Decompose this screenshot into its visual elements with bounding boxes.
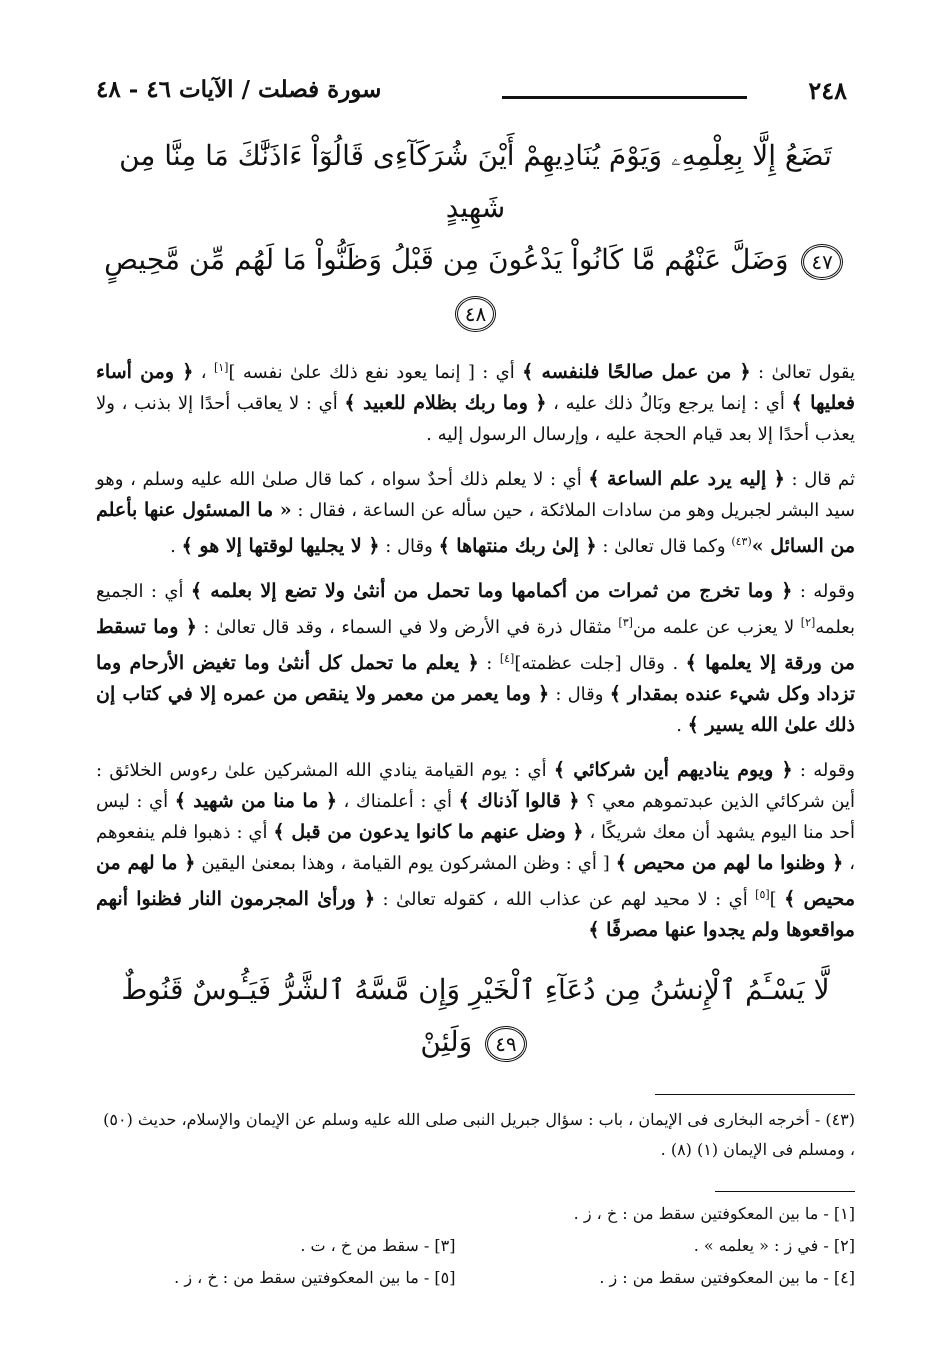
hadith-quote: « ما المسئول عنها بأعلم من السائل » [96,499,855,557]
text: أي : [ إنما يعود نفع ذلك علىٰ نفسه ] [228,362,523,383]
footnote-ref: [٥] [755,888,770,901]
quran-text: وَلَئِنْ [420,1025,473,1058]
text: وقوله : [792,760,855,781]
verse-quote: ﴿ من عمل صالحًا فلنفسه ﴾ [522,361,751,383]
verse-quote: ﴿ وما يعمر من معمر ولا ينقص من عمره إلا في كتاب إن ذلك علىٰ الله يسير ﴾ [96,683,855,736]
footnote-ref: [٣] [618,616,633,629]
verse-quote: ﴿ وما تخرج من ثمرات من أكمامها وما تحمل من أنثىٰ ولا تضع إلا بعلمه ﴾ [190,580,793,602]
verse-quote: ﴿ وضل عنهم ما كانوا يدعون من قبل ﴾ [273,821,584,843]
text: ] [769,889,785,910]
text: وقوله : [792,581,855,602]
verse-quote: ﴿ لا يجليها لوقتها إلا هو ﴾ [181,535,380,557]
tafsir-paragraph-4 [96,755,855,946]
footnote-ref: [٤] [499,652,515,665]
verse-quote: ﴿ ورأىٰ المجرمون النار فظنوا أنهم مواقعوها ولم يجدوا عنها مصرفًا ﴾ [96,888,855,941]
footnote-43: (٤٣) - أخرجه البخارى فى الإيمان ، باب : سؤال جبريل النبى صلى الله عليه وسلم عن الإيمان والإسلام، حديث (٥٠) ، ومسلم فى الإيمان (١) (٨) . [103,1110,855,1159]
text: وكما قال تعالىٰ : [596,536,732,557]
quran-text: وَضَلَّ عَنْهُم مَّا كَانُواْ يَدْعُونَ مِن قَبْلُ وَظَنُّواْ مَا لَهُم مِّن مَّحِيصٍ [104,243,789,276]
text: يقول تعالىٰ : [750,362,855,383]
verse-quote: ﴿ ما منا من شهيد ﴾ [174,790,337,812]
footnote-1: [١] - ما بين المعكوفتين سقط من : خ ، ز . [573,1204,855,1223]
verse-quote: ﴿ ما لهم من محيص ﴾ [96,852,855,910]
tafsir-paragraph-3 [96,576,855,741]
footnote-3: [٣] - سقط من خ ، ت . [300,1236,456,1255]
text: أي : أعلمناك ، [336,791,459,812]
footnote-2: [٢] - في ز : « يعلمه » . [693,1236,855,1255]
text: أي : ليس أحد منا اليوم يشهد أن معك شريكًا ، [96,791,856,843]
verse-quote: ﴿ قالوا آذناك ﴾ [458,790,580,812]
footnote-divider [715,1191,855,1192]
text: أي : إنما يرجع وبَالُ ذلك عليه ، [546,393,792,414]
quran-text: لَّا يَسْـَٔمُ ٱلْإِنسَٰنُ مِن دُعَآءِ ٱلْخَيْرِ وَإِن مَّسَّهُ ٱلشَّرُّ فَيَـُٔوسٌ قَنُوطٌ [121,973,830,1006]
verse-quote: ﴿ وما تسقط من ورقة إلا يعلمها ﴾ [96,616,855,674]
text: ، [193,362,214,383]
text: أي : الجميع بعلمه [96,581,855,638]
text: . وقال [جلت عظمته] [514,653,686,674]
tafsir-paragraph-2 [96,464,855,562]
verse-quote: ﴿ يعلم ما تحمل كل أنثىٰ وما تغيض الأرحام وما تزداد وكل شيء عنده بمقدار ﴾ [96,652,855,705]
editor-footnotes [96,1200,855,1292]
text: وقال : [549,684,610,705]
text: : [478,653,500,674]
text: أي : لا يعاقب أحدًا إلا بذنب ، ولا يعذب أحدًا إلا بعد قيام الحجة عليه ، وإرسال الرسول إليه . [96,393,855,445]
ayah-number-48: ٤٨ [455,296,496,332]
verse-quote: ﴿ وظنوا ما لهم من محيص ﴾ [615,852,844,874]
verse-quote: ﴿ ومن أساء فعليها ﴾ [96,361,855,414]
quran-verse-49 [96,964,855,1068]
footnote-ref: (٤٣) [731,535,752,548]
verse-quote: ﴿ إليه يرد علم الساعة ﴾ [588,468,785,490]
footnote-ref: [١] [213,361,229,374]
running-title: سورة فصلت / الآيات ٤٦ - ٤٨ [96,76,382,103]
footnote-empty [96,1200,456,1228]
text: ثم قال : [784,469,855,490]
quran-line [96,234,855,338]
tafsir-paragraph-1 [96,352,855,450]
text: [ أي : وظن المشركون يوم القيامة ، وهذا بمعنىٰ اليقين [195,853,616,874]
text: . [170,536,182,557]
ayah-number-47: ٤٧ [801,244,842,280]
text: وقال : [379,536,439,557]
text: مثقال ذرة في الأرض ولا في السماء ، وقد قال تعالىٰ : [196,617,619,638]
verse-quote: ﴿ وما ربك بظلام للعبيد ﴾ [344,392,547,414]
text: لا يعزب عن علمه من [632,617,801,638]
text: . [676,715,688,736]
ayah-number-49: ٤٩ [485,1026,526,1062]
footnote-ref: [٢] [800,616,816,629]
quran-verses-47-48 [96,130,855,338]
verse-quote: ﴿ ويوم يناديهم أين شركائي ﴾ [553,759,793,781]
text: أي : لا محيد لهم عن عذاب الله ، كقوله تعالىٰ : [375,889,756,910]
text: أي : يوم القيامة ينادي الله المشركين علىٰ رءوس الخلائق : أين شركائي الذين عبدتموهم معي ؟ [96,760,856,812]
verse-quote: ﴿ إلىٰ ربك منتهاها ﴾ [438,535,597,557]
footnote-divider [655,1094,855,1095]
header-rule [502,96,747,99]
page-header [96,70,855,110]
book-page [96,70,855,1354]
footnote-5: [٥] - ما بين المعكوفتين سقط من : خ ، ز . [174,1268,456,1287]
quran-line [96,130,855,234]
footnote-4: [٤] - ما بين المعكوفتين سقط من : ز . [599,1268,855,1287]
page-number: ٢٤٨ [808,76,847,105]
text: أي : ذهبوا فلم ينفعوهم ، [96,822,855,874]
text: أي : لا يعلم ذلك أحدٌ سواه ، كما قال صلىٰ الله عليه وسلم ، وهو سيد البشر لجبريل وهو من سادات الملائكة ، حين سأله عن الساعة ، فقال : [96,469,856,521]
quran-text: تَضَعُ إِلَّا بِعِلْمِهِۦ وَيَوْمَ يُنَادِيهِمْ أَيْنَ شُرَكَآءِى قَالُوٓاْ ءَاذَنَّٰكَ مَا مِنَّا مِن شَهِيدٍ [119,139,832,224]
